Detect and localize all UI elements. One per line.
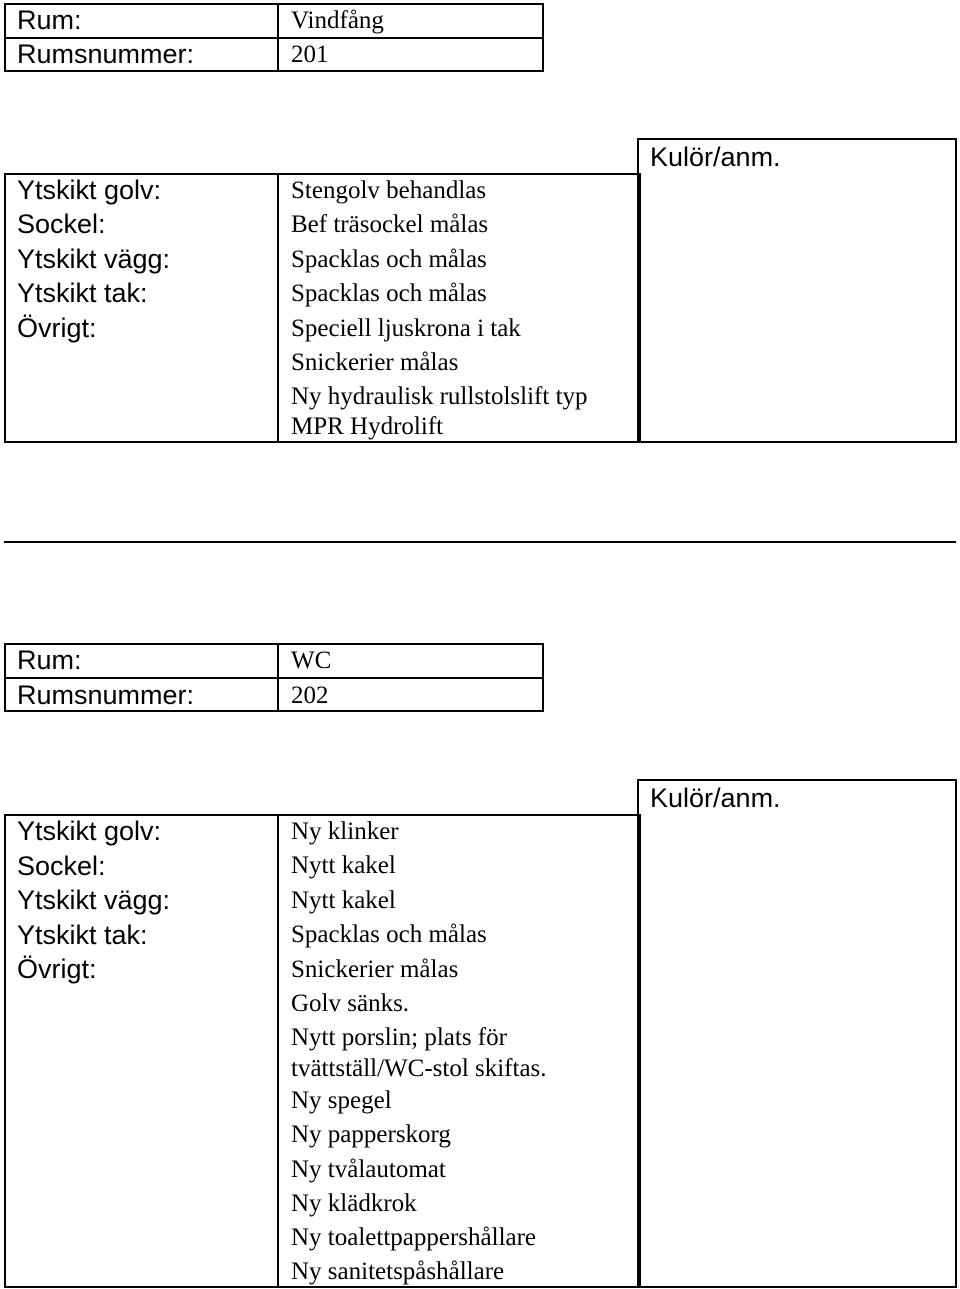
label-ovrigt: Övrigt: [17,954,97,984]
surface-table-divider [277,173,279,443]
value-line: Ny hydraulisk rullstolslift typ [291,383,588,410]
room-value: WC [291,647,332,674]
value-line: Nytt kakel [291,852,396,879]
value-line: Ny papperskorg [291,1121,451,1148]
value-line: Golv sänks. [291,990,410,1017]
label-ytskikt-golv: Ytskikt golv: [17,175,162,205]
room-number-label: Rumsnummer: [17,680,195,710]
value-line: Nytt porslin; plats för [291,1024,507,1051]
label-ytskikt-tak: Ytskikt tak: [17,920,148,950]
value-line: Spacklas och målas [291,921,487,948]
value-line: Spacklas och målas [291,280,487,307]
value-line: Speciell ljuskrona i tak [291,315,521,342]
value-line: Ny toalettpappershållare [291,1224,537,1251]
room-number-value: 201 [291,41,329,68]
room-label: Rum: [17,645,82,675]
value-line: Spacklas och målas [291,246,487,273]
label-ovrigt: Övrigt: [17,313,97,343]
value-line: Ny klinker [291,818,399,845]
label-sockel: Sockel: [17,851,106,881]
kulor-header: Kulör/anm. [650,142,781,172]
label-ytskikt-vagg: Ytskikt vägg: [17,244,171,274]
value-line: Ny sanitetspåshållare [291,1258,505,1285]
room-value: Vindfång [291,7,384,34]
room-header-row-divider [4,677,544,679]
value-line: Stengolv behandlas [291,177,487,204]
room-label: Rum: [17,5,82,35]
label-ytskikt-tak: Ytskikt tak: [17,278,148,308]
value-line: Snickerier målas [291,349,459,376]
label-sockel: Sockel: [17,209,106,239]
label-ytskikt-vagg: Ytskikt vägg: [17,885,171,915]
value-line: Snickerier målas [291,956,459,983]
room-number-value: 202 [291,682,329,709]
value-line: Nytt kakel [291,887,396,914]
surface-table-divider [277,814,279,1288]
value-line: Bef träsockel målas [291,211,489,238]
label-ytskikt-golv: Ytskikt golv: [17,816,162,846]
value-line: tvättställ/WC-stol skiftas. [291,1055,547,1082]
kulor-header: Kulör/anm. [650,783,781,813]
kulor-column [637,138,957,443]
room-number-label: Rumsnummer: [17,39,195,69]
value-line: MPR Hydrolift [291,413,444,440]
value-line: Ny tvålautomat [291,1156,446,1183]
value-line: Ny klädkrok [291,1190,417,1217]
kulor-column [637,779,957,1288]
value-line: Ny spegel [291,1087,392,1114]
section-divider [4,541,956,543]
